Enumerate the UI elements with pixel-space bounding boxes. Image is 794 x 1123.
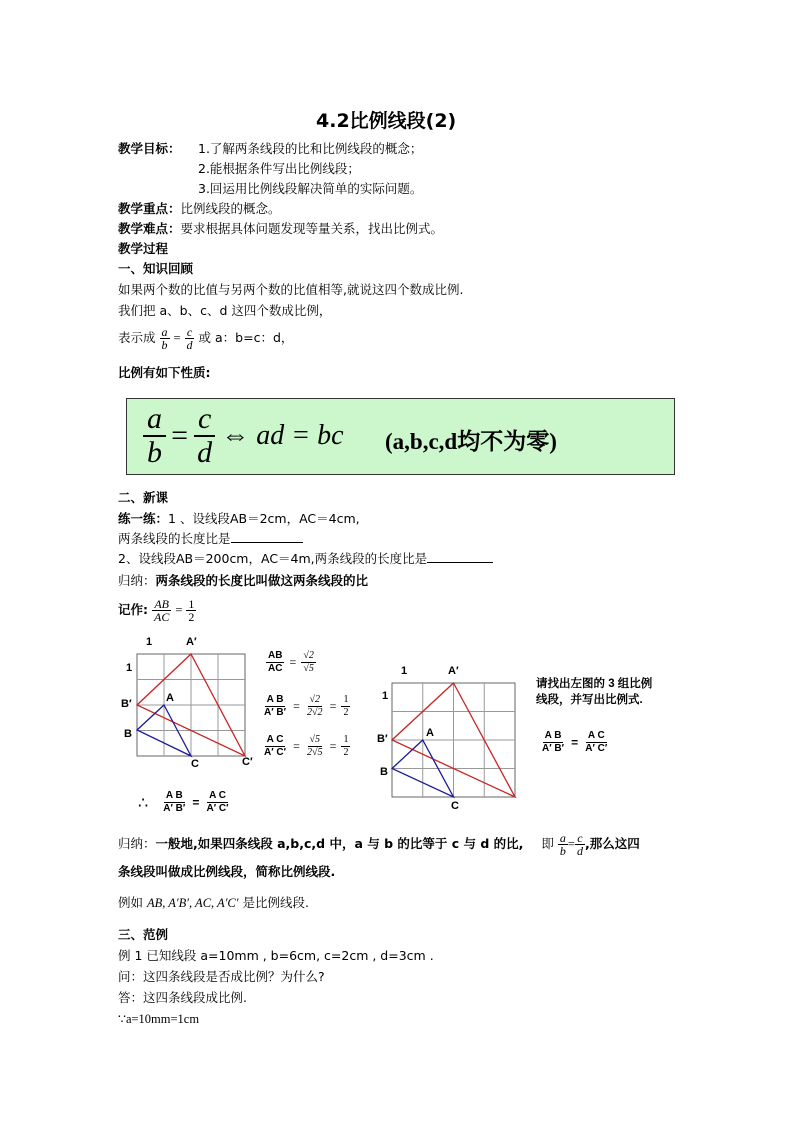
box-note: (a,b,c,d均不为零) <box>385 429 557 454</box>
eq1-rhs: $\frac{√2}{√5}$ <box>303 650 314 674</box>
practice-2-text: 2、设线段AB＝200cm，AC＝4m,两条线段的长度比是 <box>118 551 428 566</box>
fig1-label-a-prime: A′ <box>186 636 197 648</box>
fig1-label-1-left: 1 <box>126 662 133 674</box>
practice-1b-text: 两条线段的长度比是 <box>118 531 231 546</box>
right-grid-figure <box>392 683 515 797</box>
goal-item-2: 2.能根据条件写出比例线段； <box>198 161 360 176</box>
example-question: 问：这四条线段是否成比例？为什么? <box>118 969 325 984</box>
q-lhs: $\frac{\text{A B}}{A' B'}$ <box>542 730 565 754</box>
fig2-label-b: B <box>380 766 388 778</box>
fig1-label-a: A <box>166 692 174 704</box>
summary-prefix: 归纳： <box>118 573 156 588</box>
therefore-symbol: ∴ <box>138 794 149 812</box>
generalize-ji: 即 <box>541 836 554 851</box>
page-title: 4.2比例线段(2) <box>316 110 457 132</box>
fig1-label-b: B <box>124 728 132 740</box>
fig2-label-a-prime: A′ <box>448 665 459 677</box>
key-point-text: 比例线段的概念。 <box>180 201 281 216</box>
gen-frac-a-b: $\frac{a}{b}$ <box>559 831 566 858</box>
property-box: $\frac{a}{b}$ = $\frac{c}{d}$ ⇔ ad = bc (a,b,c,d均不为零) <box>126 398 675 475</box>
difficulty-text: 要求根据具体问题发现等量关系，找出比例式。 <box>180 221 444 236</box>
line3-suffix: a：b=c：d， <box>215 330 294 345</box>
box-fraction-c-d: $\frac{c}{d}$ <box>193 403 216 469</box>
fig2-label-1-left: 1 <box>382 690 389 702</box>
q-rhs: $\frac{\text{A C}}{A' C'}$ <box>585 730 608 754</box>
eq2-res: $\frac{1}{2}$ <box>343 694 349 718</box>
box-fraction-a-b: $\frac{a}{b}$ <box>143 403 166 469</box>
fraction-a-over-b: $\frac{a}{b}$ <box>161 325 168 352</box>
eq3-lhs: $\frac{\text{A C}}{A' C'}$ <box>264 734 287 758</box>
fig2-label-c: C <box>451 800 459 812</box>
practice-label: 练一练： <box>118 511 169 526</box>
section1-line3: 表示成 $\frac{a}{b}$ = $\frac{c}{d}$ 或 a：b=c：d， <box>118 325 294 352</box>
eq1-lhs: $\frac{AB}{AC}$ <box>268 650 283 674</box>
line3-prefix: 表示成 <box>118 330 156 345</box>
fig2-label-1-top: 1 <box>401 665 408 677</box>
section2-heading: 二、新课 <box>118 490 169 505</box>
goals-label: 教学目标： <box>118 141 181 156</box>
line3-mid: 或 <box>198 330 212 345</box>
goal-item-3: 3.回运用比例线段解决简单的实际问题。 <box>198 181 423 196</box>
gen-frac-c-d: $\frac{c}{d}$ <box>576 831 583 858</box>
section1-line2: 我们把 a、b、c、d 这四个数成比例， <box>118 303 332 318</box>
eq3: $\frac{\text{A C}}{A' C'}$ = $\frac{√5}{2√5}$ = $\frac{1}{2}$ <box>264 734 349 758</box>
example-answer: 答：这四条线段成比例. <box>118 990 247 1005</box>
difficulty-label: 教学难点： <box>118 221 181 236</box>
practice-1-text: 1 、设线段AB＝2cm，AC＝4cm, <box>168 511 360 526</box>
summary-text: 两条线段的长度比叫做这两条线段的比 <box>155 573 369 588</box>
notation-result: $\frac{1}{2}$ <box>188 597 195 624</box>
section1-line1: 如果两个数的比值与另两个数的比值相等,就说这四个数成比例. <box>118 282 464 297</box>
notation: 记作: $\frac{AB}{AC}$ = $\frac{1}{2}$ <box>118 597 195 624</box>
section3-heading: 三、范例 <box>118 927 169 942</box>
fig1-label-c: C <box>191 758 199 770</box>
notation-fraction: $\frac{AB}{AC}$ <box>153 597 170 624</box>
property-label: 比例有如下性质: <box>118 365 211 380</box>
example-line <box>118 895 309 911</box>
generalize-prefix: 归纳： <box>118 836 156 851</box>
example-suffix: 是比例线段. <box>242 895 309 910</box>
eq3-mid: $\frac{√5}{2√5}$ <box>307 734 323 758</box>
fig1-label-1-top: 1 <box>146 636 153 648</box>
example-1: 例 1 已知线段 a=10mm , b=6cm, c=2cm , d=3cm . <box>118 948 434 963</box>
generalize-line2: 条线段叫做成比例线段，简称比例线段. <box>118 864 336 879</box>
left-grid-figure <box>137 654 245 756</box>
fig1-label-b-prime: B′ <box>121 698 132 710</box>
figure-question: 请找出左图的 3 组比例线段，并写出比例式. <box>536 678 653 706</box>
eq2: $\frac{\text{A B}}{A' B'}$ = $\frac{√2}{2√2}$ = $\frac{1}{2}$ <box>264 694 349 718</box>
fraction-c-over-d: $\frac{c}{d}$ <box>186 325 193 352</box>
question-ratio: $\frac{\text{A B}}{A' B'}$ = $\frac{\text{A C}}{A' C'}$ <box>542 730 608 754</box>
goal-item-1: 1.了解两条线段的比和比例线段的概念； <box>198 141 423 156</box>
eq2-mid: $\frac{√2}{2√2}$ <box>307 694 323 718</box>
fig2-label-a: A <box>426 727 434 739</box>
example-because: ∵a=10mm=1cm <box>118 1012 200 1026</box>
conc-lhs: $\frac{\text{A B}}{A' B'}$ <box>163 790 186 814</box>
notation-label: 记作: <box>118 602 148 617</box>
fig2-label-b-prime: B′ <box>377 733 388 745</box>
example-prefix: 例如 <box>118 895 144 910</box>
box-formula-rhs: ⇔ ad = bc <box>221 420 344 451</box>
example-segments: AB, A′B′, AC, A′C′ <box>147 896 239 910</box>
process-heading: 教学过程 <box>118 241 169 256</box>
conc-rhs: $\frac{\text{A C}}{A' C'}$ <box>206 790 229 814</box>
section1-heading: 一、知识回顾 <box>118 261 194 276</box>
eq1: $\frac{AB}{AC}$ = $\frac{√2}{√5}$ <box>268 650 314 674</box>
conclusion: ∴ $\frac{\text{A B}}{A' B'}$ = $\frac{\text{A C}}{A' C'}$ <box>138 790 229 814</box>
generalize-text1: 一般地,如果四条线段 a,b,c,d 中，a 与 b 的比等于 c 与 d 的比, <box>155 836 524 851</box>
generalize-line1: 归纳：一般地,如果四条线段 a,b,c,d 中，a 与 b 的比等于 c 与 d 的比, 即 $\frac{a}{b}$ = $\frac{c}{d}$ ,那么这四 <box>118 831 640 858</box>
eq3-res: $\frac{1}{2}$ <box>343 734 349 758</box>
eq2-lhs: $\frac{\text{A B}}{A' B'}$ <box>264 694 287 718</box>
generalize-text1-end: ,那么这四 <box>584 836 640 851</box>
fig1-label-c-prime: C′ <box>242 756 253 768</box>
key-point-label: 教学重点： <box>118 201 181 216</box>
